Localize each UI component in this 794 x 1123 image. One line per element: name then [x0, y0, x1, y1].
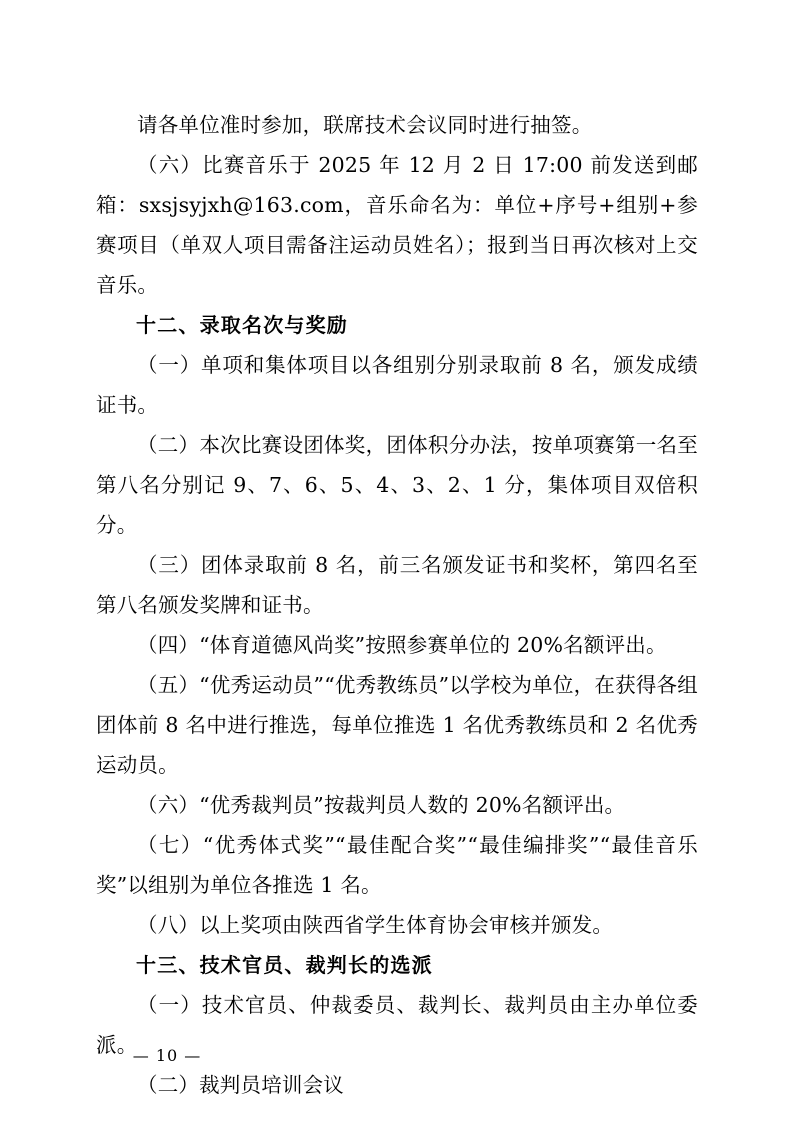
paragraph: （一）单项和集体项目以各组别分别录取前 8 名，颁发成绩证书。 [96, 353, 698, 417]
document-body [96, 105, 698, 1105]
paragraph: （二）裁判员培训会议 [137, 1073, 344, 1097]
paragraph: （三）团体录取前 8 名，前三名颁发证书和奖杯，第四名至第八名颁发奖牌和证书。 [96, 553, 698, 617]
page-footer [0, 1046, 794, 1065]
section-heading: 十三、技术官员、裁判长的选派 [136, 953, 433, 977]
paragraph: （一）技术官员、仲裁委员、裁判长、裁判员由主办单位委派。 [96, 993, 698, 1057]
paragraph: （二）本次比赛设团体奖，团体积分办法，按单项赛第一名至第八名分别记 9、7、6、5、4、3、2、1 分，集体项目双倍积分。 [96, 433, 698, 537]
paragraph: （八）以上奖项由陕西省学生体育协会审核并颁发。 [137, 913, 614, 937]
paragraph: （五）“优秀运动员”“优秀教练员”以学校为单位，在获得各组团体前 8 名中进行推选，每单位推选 1 名优秀教练员和 2 名优秀运动员。 [96, 673, 698, 777]
section-heading: 十二、录取名次与奖励 [136, 313, 348, 337]
paragraph: 请各单位准时参加，联席技术会议同时进行抽签。 [137, 113, 593, 137]
paragraph: （四）“体育道德风尚奖”按照参赛单位的 20%名额评出。 [137, 633, 667, 657]
paragraph: （六）比赛音乐于 2025 年 12 月 2 日 17:00 前发送到邮箱：sxsjsyjxh@163.com，音乐命名为：单位+序号+组别+参赛项目（单双人项目需备注运动员姓名）；报到当日再次核对上交音乐。 [96, 153, 698, 297]
paragraph: （六）“优秀裁判员”按裁判员人数的 20%名额评出。 [137, 793, 626, 817]
paragraph: （七）“优秀体式奖”“最佳配合奖”“最佳编排奖”“最佳音乐奖”以组别为单位各推选 1 名。 [96, 833, 698, 897]
page-number: — 10 — [132, 1046, 202, 1065]
